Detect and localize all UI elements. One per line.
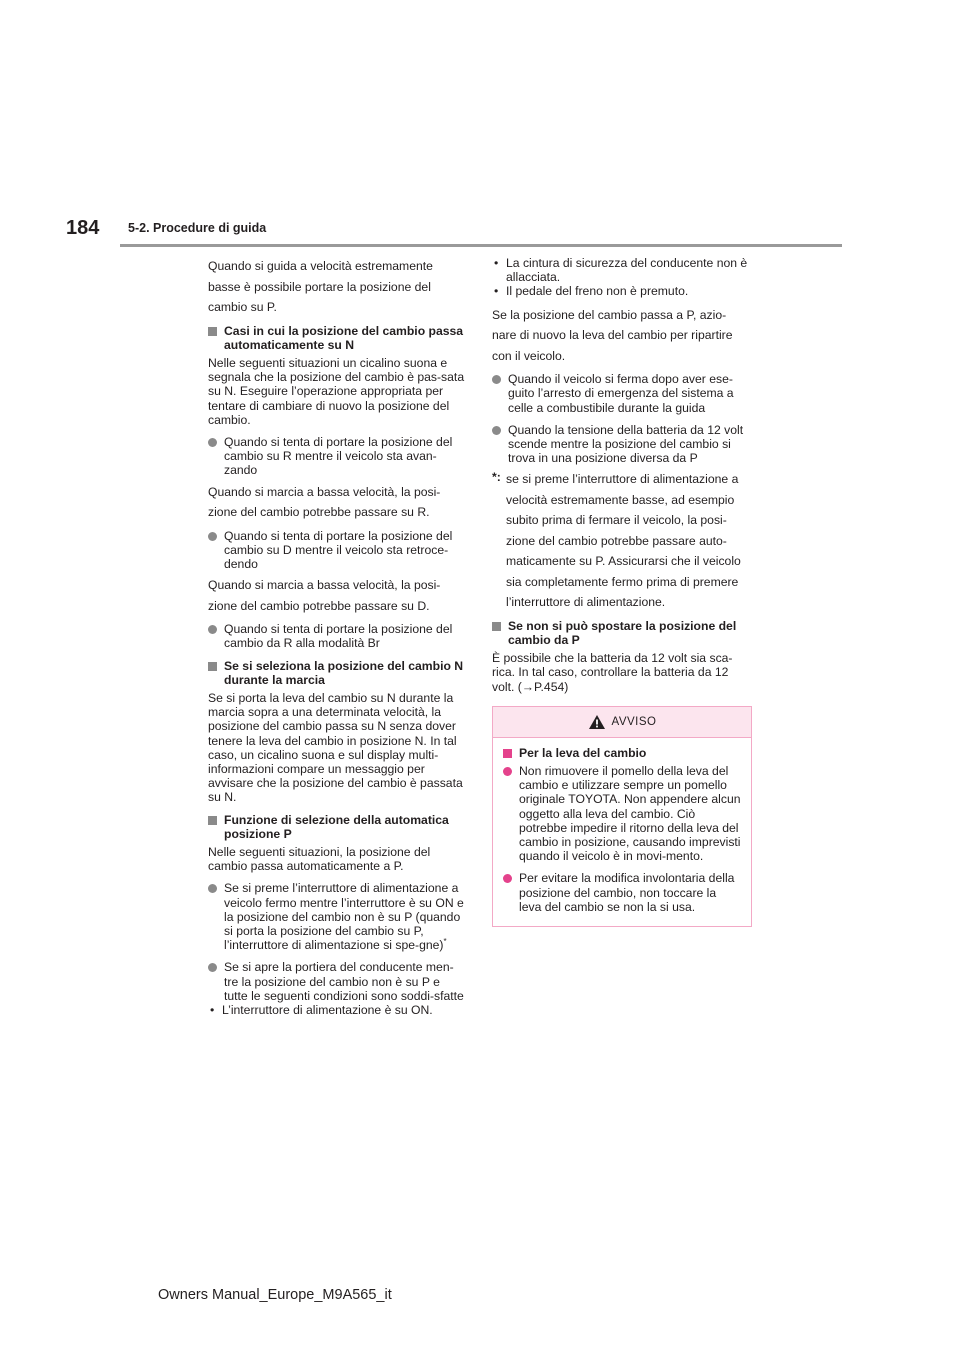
heading-cannot-shift-from-p: Se non si può spostare la posizione del cambio da P [492,619,750,647]
right-column [492,256,750,927]
heading-auto-park: Funzione di selezione della automatica posizione P [208,813,466,841]
list-item: Quando si tenta di portare la posizione del cambio da R alla modalità Br [208,622,466,650]
square-bullet-icon [208,327,217,336]
dash-item: • La cintura di sicurezza del conducente non è allacciata. [494,256,748,285]
heading-auto-neutral: Casi in cui la posizione del cambio passa automaticamente su N [208,324,466,352]
paragraph: È possibile che la batteria da 12 volt sia sca-rica. In tal caso, controllare la batteria da 12 volt. (→P.454) [492,651,733,694]
paragraph: Se si porta la leva del cambio su N durante la marcia sopra a una determinata velocità, la posizione del cambio passa su N senza dover tenere la leva del cambio in posizione N. In tal caso, un cicalino suona e sul display multi-informazioni compare un messaggio per avvisare che la posizione del cambio è passata su N. [208,690,463,805]
left-column [208,256,466,1017]
list-item: Quando si tenta di portare la posizione del cambio su R mentre il veicolo sta avan-zando [208,435,466,478]
square-bullet-icon [503,749,512,758]
list-item: Quando il veicolo si ferma dopo aver ese-guito l’arresto di emergenza del sistema a celle a combustibile durante la guida [492,372,750,415]
page-number: 184 [66,217,100,239]
footnote: *: se si preme l’interruttore di alimentazione a velocità estremamente basse, ad esempio subito prima di fermare il veicolo, la posi-zione del cambio potrebbe passare auto-maticamente su P. Assicurarsi che il veicolo sia completamente fermo prima di premere l’interruttore di alimentazione. [492,469,750,613]
circle-bullet-icon [208,532,217,541]
list-item: Quando la tensione della batteria da 12 volt scende mentre la posizione del cambio si trova in una posizione diversa da P [492,423,750,466]
list-item: Se si preme l’interruttore di alimentazione a veicolo fermo mentre l’interruttore è su ON e la posizione del cambio non è su P (quando si porta la posizione del cambio su P, l’interruttore di alimentazione si spe-gne)* [208,881,466,952]
circle-bullet-icon [208,625,217,634]
list-item: Quando si tenta di portare la posizione del cambio su D mentre il veicolo sta retroce-dendo [208,529,466,572]
page-footer: Owners Manual_Europe_M9A565_it [158,1287,392,1303]
footnote-mark: * [443,937,447,947]
warning-heading: Per la leva del cambio [503,746,741,760]
section-title: 5-2. Procedure di guida [128,221,267,235]
paragraph: Nelle seguenti situazioni, la posizione del cambio passa automaticamente a P. [208,844,431,874]
intro-paragraph: Quando si guida a velocità estremamente basse è possibile portare la posizione del cambio su P. [208,259,433,314]
footnote-mark: *: [492,470,501,485]
list-item: Per evitare la modifica involontaria della posizione del cambio, non toccare la leva del cambio se non la si usa. [503,871,741,914]
dash-item: • Il pedale del freno non è premuto. [494,284,689,299]
paragraph: Quando si marcia a bassa velocità, la posi-zione del cambio potrebbe passare su R. [208,484,441,520]
header-rule [120,244,842,247]
circle-bullet-icon [208,438,217,447]
list-item: Non rimuovere il pomello della leva del cambio e utilizzare sempre un pomello originale TOYOTA. Non appendere alcun oggetto alla leva del cambio. Ciò potrebbe impedire il ritorno della leva del cambio in posizione, causando imprevisti quando il veicolo è in movi-mento. [503,764,741,863]
paragraph: Quando si marcia a bassa velocità, la posi-zione del cambio potrebbe passare su D. [208,578,441,613]
warning-box [492,706,752,927]
list-item: Se si apre la portiera del conducente men-tre la posizione del cambio non è su P e tutte le seguenti condizioni sono soddi-sfatte [208,960,466,1003]
circle-bullet-icon [492,375,501,384]
square-bullet-icon [492,622,501,631]
warning-body [493,738,751,926]
circle-bullet-icon [503,874,512,883]
warning-triangle-icon [588,714,606,730]
paragraph: Se la posizione del cambio passa a P, azio-nare di nuovo la leva del cambio per ripartire con il veicolo. [492,307,733,363]
circle-bullet-icon [208,884,217,893]
dash-item: • L’interruttore di alimentazione è su ON. [210,1003,433,1018]
square-bullet-icon [208,816,217,825]
warning-title: AVVISO [611,715,657,728]
warning-header [493,707,751,738]
circle-bullet-icon [208,963,217,972]
paragraph: Nelle seguenti situazioni un cicalino suona e segnala che la posizione del cambio è pas-sata su N. Eseguire l’operazione appropriata per tentare di cambiare di nuovo la posizione del cambio. [208,355,465,427]
circle-bullet-icon [503,767,512,776]
square-bullet-icon [208,662,217,671]
circle-bullet-icon [492,426,501,435]
heading-neutral-while-driving: Se si seleziona la posizione del cambio N durante la marcia [208,659,466,687]
